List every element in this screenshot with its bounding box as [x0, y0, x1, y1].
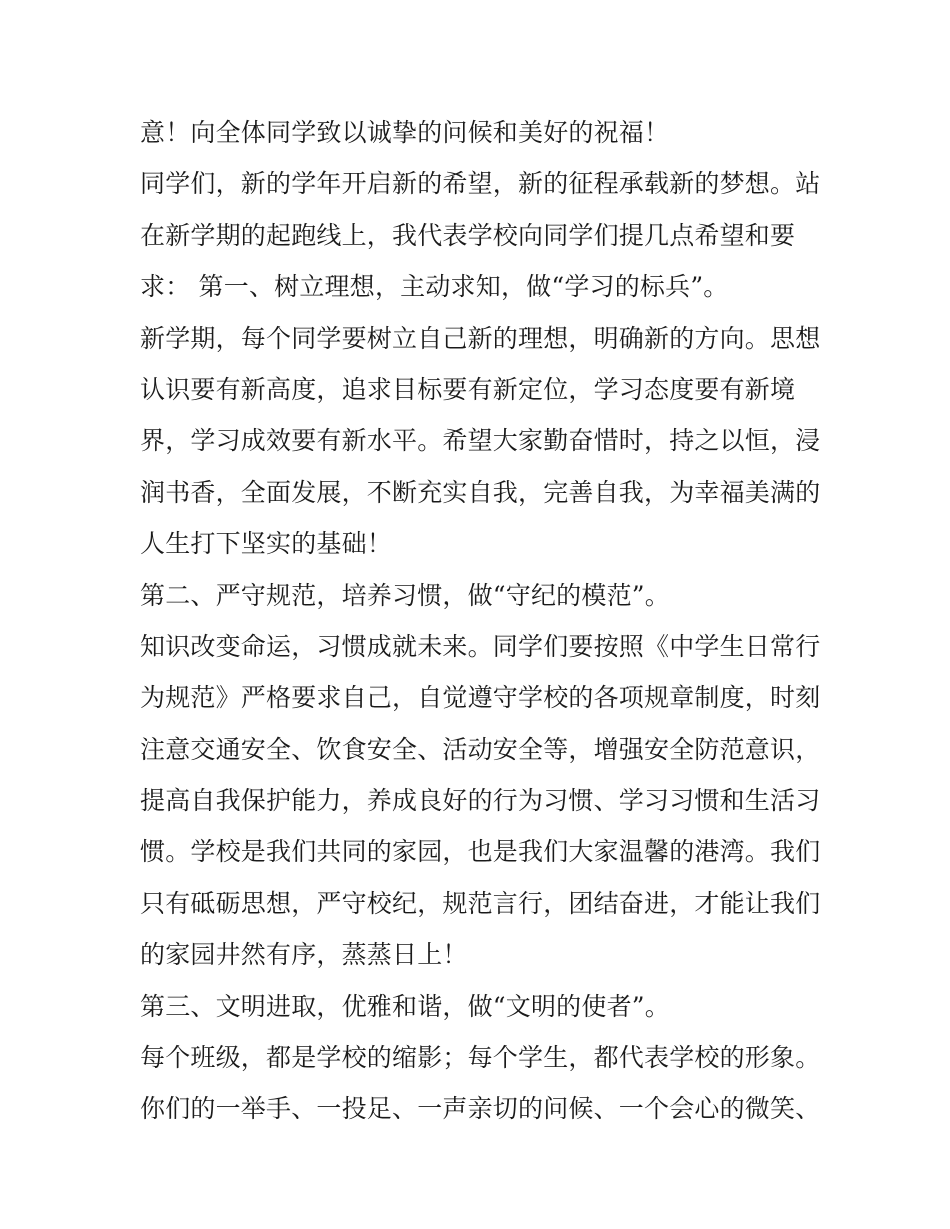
text-line: 求： 第一、树立理想，主动求知，做“学习的标兵”。: [140, 272, 729, 302]
text-line: 为规范》严格要求自己，自觉遵守学校的各项规章制度，时刻: [140, 683, 820, 713]
text-line: 提高自我保护能力，养成良好的行为习惯、学习习惯和生活习: [140, 786, 820, 816]
text-line: 你们的一举手、一投足、一声亲切的问候、一个会心的微笑、: [140, 1094, 820, 1124]
text-line: 惯。学校是我们共同的家园，也是我们大家温馨的港湾。我们: [140, 837, 820, 867]
text-line: 同学们，新的学年开启新的希望，新的征程承载新的梦想。站: [140, 169, 820, 199]
text-line: 第二、严守规范，培养习惯，做“守纪的模范”。: [140, 580, 670, 610]
text-line: 界，学习成效要有新水平。希望大家勤奋惜时，持之以恒，浸: [140, 426, 820, 456]
text-line: 新学期，每个同学要树立自己新的理想，明确新的方向。思想: [140, 323, 820, 353]
text-line: 在新学期的起跑线上，我代表学校向同学们提几点希望和要: [140, 220, 796, 250]
text-line: 润书香，全面发展，不断充实自我，完善自我，为幸福美满的: [140, 477, 820, 507]
body-text: [140, 107, 820, 1135]
text-line: 人生打下坚实的基础！: [140, 529, 393, 559]
text-line: 意！向全体同学致以诚挚的问候和美好的祝福！: [140, 118, 670, 147]
text-line: 的家园井然有序，蒸蒸日上！: [140, 940, 468, 970]
text-line: 第三、文明进取，优雅和谐，做“文明的使者”。: [140, 991, 670, 1021]
text-line: 认识要有新高度，追求目标要有新定位，学习态度要有新境: [140, 374, 796, 404]
text-line: 知识改变命运，习惯成就未来。同学们要按照《中学生日常行: [140, 631, 820, 661]
text-line: 注意交通安全、饮食安全、活动安全等，增强安全防范意识，: [140, 734, 820, 764]
text-line: 每个班级，都是学校的缩影；每个学生，都代表学校的形象。: [140, 1043, 820, 1073]
text-line: 只有砥砺思想，严守校纪，规范言行，团结奋进，才能让我们: [140, 888, 820, 918]
